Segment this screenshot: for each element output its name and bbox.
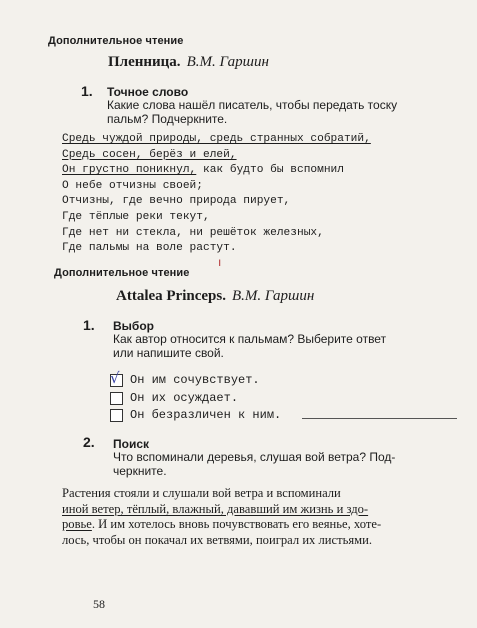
poem-line: [62, 241, 371, 257]
task-text-line: черкните.: [113, 464, 167, 478]
text-fragment: . И им хотелось вновь почувствовать его веянье, хоте-: [91, 517, 382, 531]
pen-mark: ı: [218, 255, 222, 269]
text-fragment: Растения стояли и слушали вой ветра и вспоминали: [62, 486, 341, 500]
text-fragment: Отчизны, где вечно природа пирует,: [62, 195, 291, 208]
paragraph-line: [62, 517, 458, 533]
underlined-text: Он грустно поникнул,: [62, 164, 197, 177]
checkbox[interactable]: [110, 368, 123, 387]
poem-line: [62, 210, 371, 226]
text-fragment: Где нет ни стекла, ни решёток железных,: [62, 226, 324, 239]
option-condemn[interactable]: [110, 391, 238, 405]
paragraph-line: [62, 502, 458, 518]
poem-line: [62, 163, 371, 179]
task-number: 1.: [83, 317, 95, 333]
underlined-text: Средь сосен, берёз и елей,: [62, 148, 237, 161]
checkbox[interactable]: [110, 409, 123, 422]
story-author: В.М. Гаршин: [231, 288, 315, 304]
option-label: Он им сочувствует.: [130, 373, 260, 387]
task-heading: Поиск: [113, 437, 150, 451]
story-title-text: Attalea Princeps.: [116, 288, 226, 304]
paragraph-line: [62, 486, 458, 502]
paragraph-line: [62, 533, 458, 549]
text-fragment: Где пальмы на воле растут.: [62, 242, 237, 255]
task-heading: Точное слово: [107, 85, 189, 99]
check-mark-icon: √: [110, 368, 120, 387]
text-fragment: Где тёплые реки текут,: [62, 210, 210, 223]
story-title: [108, 54, 269, 71]
task-text-line: или напишите свой.: [113, 346, 224, 360]
poem: [62, 132, 371, 257]
task-number: 1.: [81, 83, 93, 99]
story-author: В.М. Гаршин: [186, 54, 269, 70]
poem-line: [62, 226, 371, 242]
text-fragment: лось, чтобы он покачал их ветвями, поиграл их листьями.: [62, 532, 373, 547]
excerpt-paragraph: [62, 486, 458, 548]
task-text-line: Что вспоминали деревья, слушая вой ветра? Под-: [113, 450, 396, 464]
poem-line: [62, 194, 371, 210]
underlined-text: ровье: [62, 517, 92, 531]
page-number: 58: [93, 597, 105, 611]
option-label: Он безразличен к ним.: [130, 408, 282, 422]
section-header: Дополнительное чтение: [54, 267, 190, 279]
task-text-line: пальм? Подчеркните.: [107, 112, 228, 126]
section-header: Дополнительное чтение: [48, 35, 184, 47]
text-fragment: как будто бы вспомнил: [196, 164, 344, 177]
checkbox[interactable]: [110, 392, 123, 405]
poem-line: [62, 132, 371, 148]
option-indifferent[interactable]: [110, 408, 281, 422]
task-text-line: Как автор относится к пальмам? Выберите ответ: [113, 332, 387, 346]
option-sympathize[interactable]: [110, 368, 260, 387]
underlined-text: иной ветер, тёплый, влажный, дававший им жизнь и здо-: [62, 501, 369, 516]
story-title: [116, 288, 314, 305]
underlined-text: Средь чуждой природы, средь странных собратий,: [62, 133, 371, 145]
task-heading: Выбор: [113, 319, 154, 333]
poem-line: [62, 148, 371, 164]
task-number: 2.: [83, 434, 95, 450]
option-label: Он их осуждает.: [130, 391, 239, 405]
task-text-line: Какие слова нашёл писатель, чтобы передать тоску: [107, 98, 398, 112]
poem-line: [62, 179, 371, 195]
story-title-text: Пленница.: [108, 54, 181, 70]
text-fragment: О небе отчизны своей;: [62, 179, 203, 192]
answer-line[interactable]: [302, 418, 457, 419]
